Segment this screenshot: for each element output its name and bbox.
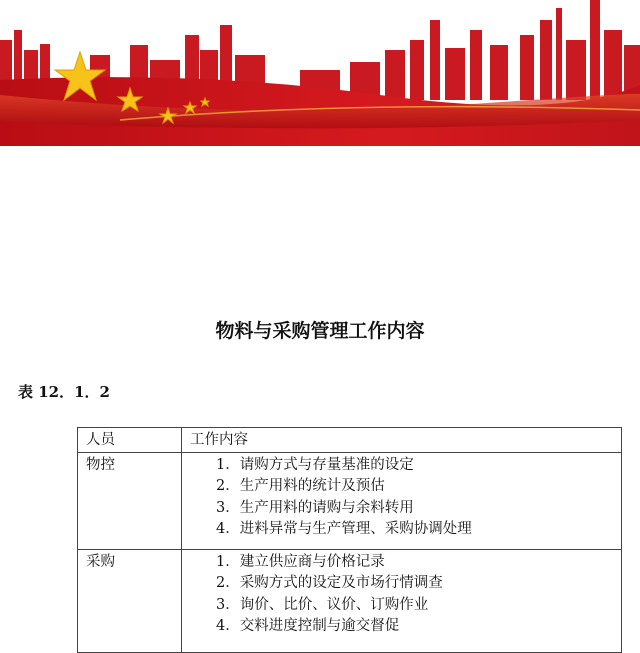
table-row [78,549,622,652]
table-number: 表 12．1．2 [18,383,110,401]
document-title: 物料与采购管理工作内容 [215,320,425,342]
duty-item: 2．生产用料的统计及预估 [216,478,385,494]
duty-item: 2．采购方式的设定及市场行情调查 [216,575,443,591]
table-row [78,452,622,549]
duty-item: 3．生产用料的请购与余料转用 [216,499,414,516]
duties-cell [182,452,622,549]
header-work-content: 工作内容 [182,428,622,453]
duty-item: 4．进料异常与生产管理、采购协调处理 [216,521,472,537]
duty-item: 4．交料进度控制与逾交督促 [216,618,400,634]
duty-item: 3．询价、比价、议价、订购作业 [216,596,429,613]
duties-cell [182,549,622,652]
role-cell: 采购 [78,549,182,652]
duty-item: 1．请购方式与存量基准的设定 [216,456,414,473]
table-header-row [78,428,622,453]
header-personnel: 人员 [78,428,182,453]
role-cell: 物控 [78,452,182,549]
header-banner-image [0,0,640,146]
work-content-table [77,427,622,653]
duty-item: 1．建立供应商与价格记录 [216,553,385,570]
